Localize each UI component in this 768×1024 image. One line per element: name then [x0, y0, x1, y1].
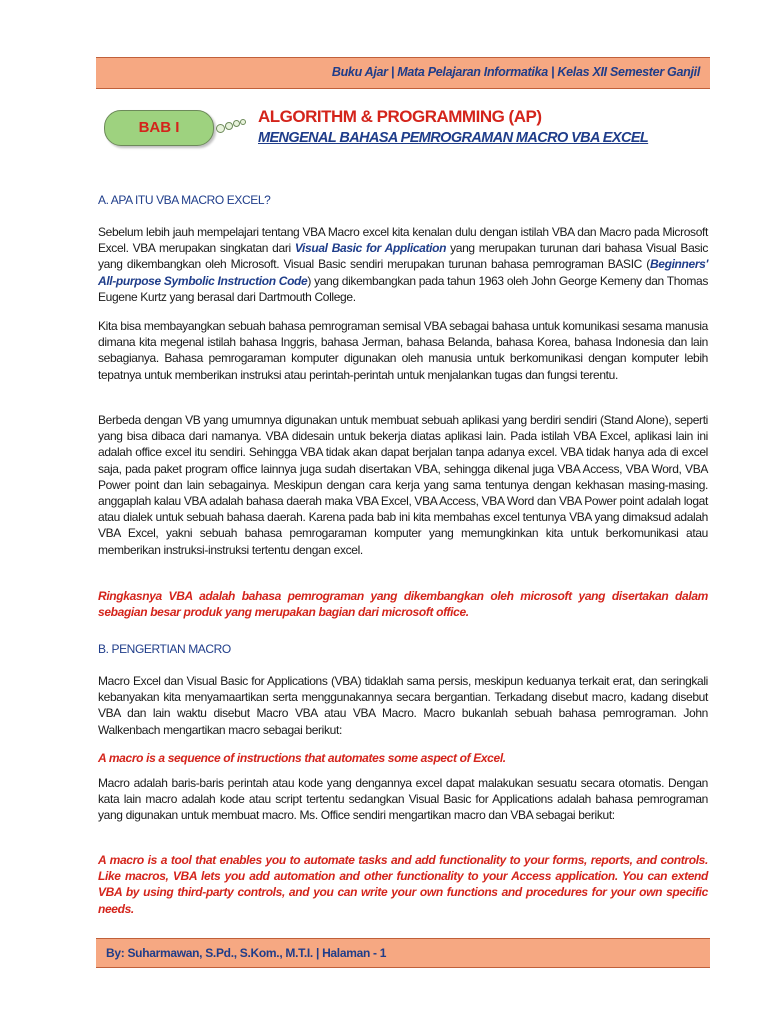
badge-dot [240, 119, 246, 125]
header-text: Buku Ajar | Mata Pelajaran Informatika | Kelas XII Semester Ganjil [331, 65, 700, 79]
page-header-band [96, 57, 710, 89]
footer-text: By: Suharmawan, S.Pd., S.Kom., M.T.I. | Halaman - 1 [106, 946, 387, 960]
section-a-paragraph-3: Berbeda dengan VB yang umumnya digunakan untuk membuat sebuah aplikasi yang berdiri sendiri (Stand Alone), seperti yang bisa dibaca dari namanya. VBA didesain untuk bekerja diatas aplikasi lain. Pada istilah VBA Excel, aplikasi lain ini adalah office excel itu sendiri. Sehingga VBA tidak akan dapat berjalan tanpa adanya excel. VBA tidak hanya ada di excel saja, pada paket program office lainnya juga sudah disertakan VBA, sehingga dikenal juga VBA Access, VBA Word, VBA Power point dan lain sebagainya. Meskipun dengan cara kerja yang sama tentunya dengan kekhasan masing-masing. anggaplah kalau VBA adalah bahasa daerah maka VBA Excel, VBA Access, VBA Word dan VBA Power point adalah logat atau dialek untuk sebuah bahasa daerah. Karena pada bab ini kita membahas excel tentunya VBA yang dimaksud adalah VBA Excel, yakni sebuah bahasa pemrogaraman komputer yang memungkinkan kita untuk berkomunikasi atau memberikan instruksi-instruksi tertentu dengan excel. [98, 413, 708, 557]
section-b-paragraph-2: Macro adalah baris-baris perintah atau kode yang dengannya excel dapat malakukan sesuatu secara otomatis. Dengan kata lain macro adalah kode atau script tertentu sedangkan Visual Basic for Applications adalah bahasa pemrograman yang digunakan untuk membuat macro. Ms. Office sendiri mengartikan macro dan VBA sebagai berikut: [98, 776, 708, 823]
section-b-paragraph-1: Macro Excel dan Visual Basic for Applications (VBA) tidaklah sama persis, meskipun keduanya terkait erat, dan seringkali kebanyakan kita menyamaartikan serta menggunakannya secara bergantian. Terkadang disebut macro, kadang disebut VBA dan lain waktu disebut Macro VBA atau VBA Macro. Macro bukanlah sebuah bahasa pemrograman. John Walkenbach mengartikan macro sebagai berikut: [98, 674, 708, 737]
p1-text: yang merupakan turunan dari bahasa Visual Basic yang dikembangkan oleh Microsoft. Visual Basic sendiri merupakan turunan bahasa pemrograman BASIC ( [98, 241, 709, 272]
chapter-badge-label: BAB I [138, 119, 180, 136]
section-a-paragraph-2: Kita bisa membayangkan sebuah bahasa pemrograman semisal VBA sebagai bahasa untuk komunikasi sesama manusia dimana kita megenal istilah bahasa Inggris, bahasa Jerman, bahasa Belanda, bahasa Korea, bahasa Indonesia dan lain sebagianya. Bahasa pemrogaraman komputer digunakan oleh manusia untuk berkomunikasi dengan komputer lebih tepatnya untuk memberikan instruksi atau perintah-perintah untuk menjalankan tugas dan fungsi terentu. [98, 319, 708, 382]
chapter-subtitle-text: MENGENAL BAHASA PEMROGRAMAN MACRO VBA EXCEL [258, 130, 649, 146]
chapter-title: ALGORITHM & PROGRAMMING (AP) [258, 107, 542, 126]
p1-highlight-vba: Visual Basic for Application [294, 241, 447, 256]
section-b-quote-1: A macro is a sequence of instructions that automates some aspect of Excel. [98, 751, 506, 765]
section-b-heading: B. PENGERTIAN MACRO [98, 642, 231, 656]
section-a-heading: A. APA ITU VBA MACRO EXCEL? [98, 193, 271, 207]
p1-highlight-basic: Beginners' All-purpose Symbolic Instruction Code [98, 257, 708, 288]
section-b-quote-2: A macro is a tool that enables you to automate tasks and add functionality to your forms, reports, and controls. Like macros, VBA lets you add automation and other functionality to your Access application. You can extend VBA by using third-party controls, and you can write your own functions and procedures for your own specific needs. [98, 853, 708, 916]
page-footer-band [96, 938, 710, 968]
p1-text: Sebelum lebih jauh mempelajari tentang VBA Macro excel kita kenalan dulu dengan istilah VBA dan Macro pada Microsoft Excel. VBA merupakan singkatan dari [98, 225, 708, 256]
badge-dot [216, 124, 225, 133]
badge-dot [225, 122, 233, 130]
chapter-badge [100, 108, 250, 148]
badge-dot [233, 120, 240, 127]
p1-text: ) yang dikembangkan pada tahun 1963 oleh John George Kemeny dan Thomas Eugene Kurtz yang berasal dari Dartmouth College. [98, 273, 708, 304]
section-a-paragraph-1 [98, 224, 708, 305]
chapter-badge-pill [104, 110, 214, 146]
chapter-subtitle [258, 130, 648, 146]
section-a-summary: Ringkasnya VBA adalah bahasa pemrograman yang dikembangkan oleh microsoft yang disertakan dalam sebagian besar produk yang merupakan bagian dari microsoft office. [98, 589, 708, 620]
